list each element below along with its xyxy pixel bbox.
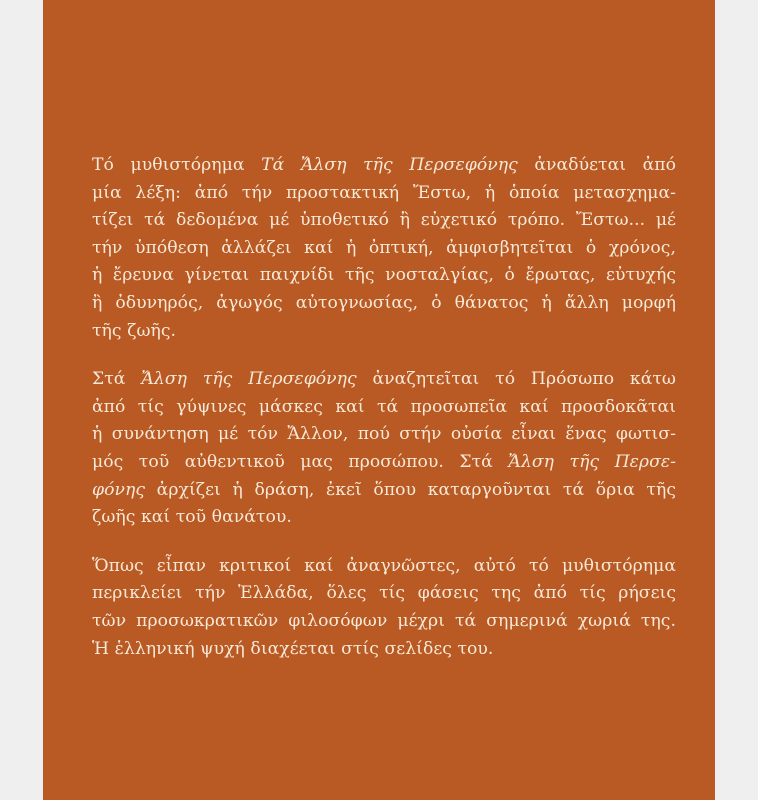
blurb-line [92,449,676,477]
blurb-text: τῶν προσωκρατικῶν φιλοσόφων μέχρι τά σημερινά χωριά της. [92,610,676,631]
blurb-line [92,318,676,346]
book-title-italic: Τά Ἄλση τῆς Περσεφόνης [261,155,518,175]
book-title-italic: φόνης [92,479,146,500]
blurb-text: τίζει τά δεδομένα μέ ὑποθετικό ἢ εὐχετικό τρόπο. Ἔστω... μέ [92,210,676,231]
blurb-line [92,207,676,235]
blurb-paragraph [92,366,676,532]
blurb-line [92,262,676,290]
blurb-line [92,152,676,180]
blurb-line [92,580,676,608]
blurb-line [92,636,676,664]
blurb-text: ἀρχίζει ἡ δράση, ἐκεῖ ὅπου καταργοῦνται τά ὅρια τῆς [145,479,676,500]
blurb-paragraph [92,152,676,345]
blurb-line [92,553,676,581]
blurb-line [92,394,676,422]
blurb-text: ἢ ὀδυνηρός, ἀγωγός αὐτογνωσίας, ὁ θάνατος ἡ ἄλλη μορφή [92,292,676,313]
blurb-paragraph [92,553,676,663]
blurb-text: Ὅπως εἶπαν κριτικοί καί ἀναγνῶστες, αὐτό τό μυθιστόρημα [92,555,676,576]
blurb-line [92,477,676,505]
blurb-text: Τό μυθιστόρημα [92,155,262,175]
blurb-text: ἡ συνάντηση μέ τόν Ἄλλον, πού στήν οὐσία εἶναι ἕνας φωτισ- [92,424,676,445]
blurb-line [92,180,676,208]
blurb-text: ζωῆς καί τοῦ θανάτου. [92,507,292,528]
blurb-text: τῆς ζωῆς. [92,320,177,341]
blurb-text: περικλείει τήν Ἑλλάδα, ὅλες τίς φάσεις της ἀπό τίς ρήσεις [92,583,676,604]
blurb-line [92,504,676,532]
book-title-italic: Ἄλση τῆς Περσεφόνης [141,369,357,390]
blurb-line [92,290,676,318]
book-title-italic: Ἄλση τῆς Περσε- [508,451,677,472]
blurb-text: μός τοῦ αὐθεντικοῦ μας προσώπου. Στά [92,451,509,472]
blurb-text: ἀναδύεται ἀπό [517,155,676,175]
blurb-line [92,608,676,636]
blurb-text: Στά [92,369,142,390]
blurb-line [92,421,676,449]
blurb-text: Ἡ ἑλληνική ψυχή διαχέεται στίς σελίδες του. [92,638,494,659]
blurb-line [92,366,676,394]
blurb-text: ἡ ἔρευνα γίνεται παιχνίδι τῆς νοσταλγίας, ὁ ἔρωτας, εὐτυχής [92,265,676,286]
blurb-text: μία λέξη: ἀπό τήν προστακτική Ἔστω, ἡ ὁποία μετασχημα- [92,182,676,203]
blurb-text: ἀπό τίς γύψινες μάσκες καί τά προσωπεῖα καί προσδοκᾶται [92,396,676,417]
blurb-text: τήν ὑπόθεση ἀλλάζει καί ἡ ὀπτική, ἀμφισβητεῖται ὁ χρόνος, [92,237,676,258]
blurb-text: ἀναζητεῖται τό Πρόσωπο κάτω [356,369,676,390]
blurb-line [92,235,676,263]
back-cover-blurb [92,152,676,684]
